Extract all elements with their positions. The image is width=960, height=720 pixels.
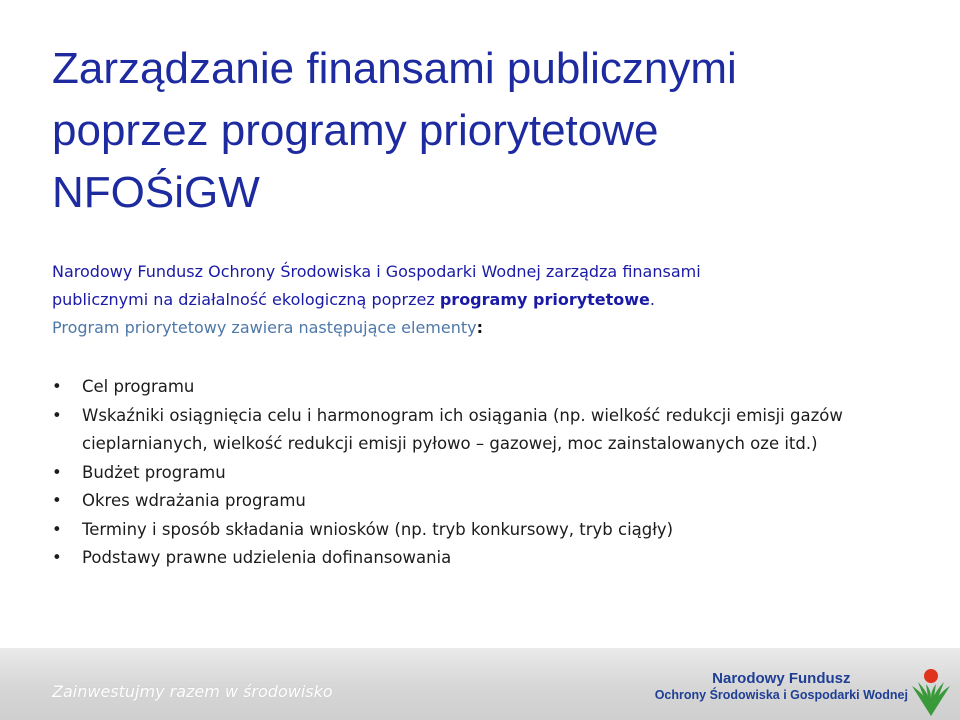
bullet-icon: • <box>52 405 62 425</box>
logo-line-1: Narodowy Fundusz <box>712 670 851 687</box>
bullet-list <box>52 373 932 573</box>
bullet-icon: • <box>52 519 62 539</box>
list-item <box>52 487 932 516</box>
list-item <box>52 459 932 488</box>
list-item-text: Wskaźniki osiągnięcia celu i harmonogram ich osiągania (np. wielkość redukcji emisji gazów cieplarnianych, wielkość redukcji emisji pyłowo – gazowej, moc zainstalowanych oze itd.) <box>82 405 843 453</box>
bullet-icon: • <box>52 491 62 510</box>
intro-line-2 <box>52 286 912 314</box>
intro-line-3 <box>52 314 912 342</box>
list-item-text: Budżet programu <box>82 462 226 482</box>
intro-emphasis: programy priorytetowe <box>439 290 650 309</box>
slide-title: Zarządzanie finansami publicznymi poprzez programy priorytetowe NFOŚiGW <box>52 44 737 217</box>
list-item <box>52 373 932 402</box>
bullet-icon: • <box>52 377 62 396</box>
intro-line-2-text: publicznymi na działalność ekologiczną poprzez <box>52 290 440 309</box>
intro-line-3-colon: : <box>476 318 483 337</box>
list-item-text: Terminy i sposób składania wniosków (np. tryb konkursowy, tryb ciągły) <box>82 519 674 539</box>
bullet-icon: • <box>52 548 62 567</box>
intro-line-3-text: Program priorytetowy zawiera następujące elementy <box>52 318 477 337</box>
bullet-icon: • <box>52 462 62 482</box>
list-item-text: Cel programu <box>82 377 195 396</box>
nfosigw-leaf-logo-icon <box>908 662 954 718</box>
intro-line-1: Narodowy Fundusz Ochrony Środowiska i Gospodarki Wodnej zarządza finansami <box>52 262 701 281</box>
list-item-text: Podstawy prawne udzielenia dofinansowania <box>82 548 452 567</box>
logo-sun-icon <box>924 669 938 683</box>
list-item <box>52 516 932 545</box>
nfosigw-logo <box>654 660 960 720</box>
list-item <box>52 402 932 459</box>
logo-text <box>655 670 908 704</box>
footer-slogan: Zainwestujmy razem w środowisko <box>52 682 333 701</box>
logo-leaves-icon <box>912 682 950 716</box>
intro-paragraph <box>52 258 912 342</box>
list-item-text: Okres wdrażania programu <box>82 491 306 510</box>
list-item <box>52 544 932 573</box>
logo-line-2: Ochrony Środowiska i Gospodarki Wodnej <box>654 688 908 702</box>
intro-line-2-end: . <box>649 290 655 309</box>
